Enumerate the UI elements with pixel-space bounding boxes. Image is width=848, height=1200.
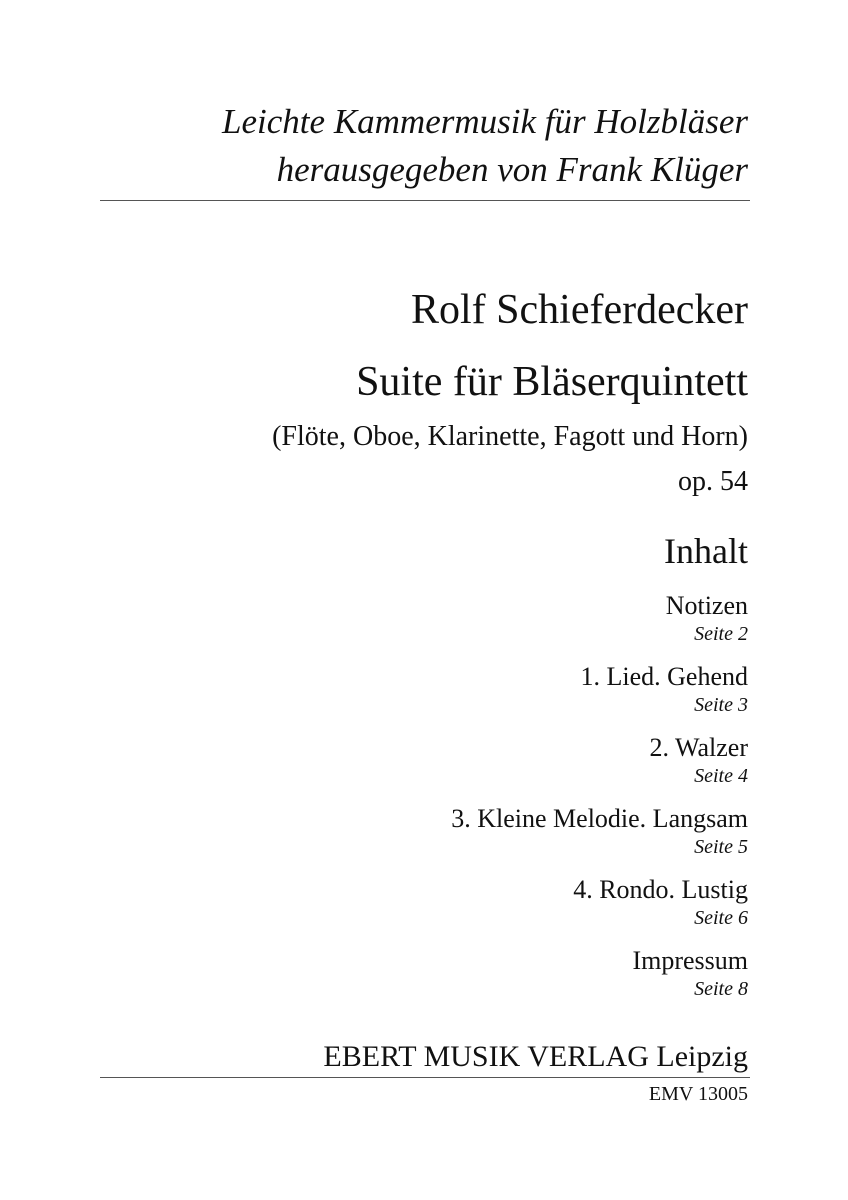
bottom-divider — [100, 1077, 750, 1078]
catalog-number: EMV 13005 — [648, 1083, 748, 1105]
toc-item-page: Seite 4 — [694, 765, 748, 787]
toc-item-title: 2. Walzer — [649, 733, 748, 762]
instrumentation: (Flöte, Oboe, Klarinette, Fagott und Horn) — [272, 421, 748, 452]
table-of-contents — [451, 590, 748, 1016]
toc-item-title: 3. Kleine Melodie. Langsam — [451, 804, 748, 833]
toc-item-imprint[interactable] — [451, 945, 748, 1016]
contents-heading: Inhalt — [664, 531, 748, 571]
toc-item-title: Notizen — [665, 591, 748, 620]
toc-item-movement-1[interactable] — [451, 661, 748, 732]
top-divider — [100, 200, 750, 201]
toc-item-notes[interactable] — [451, 590, 748, 661]
toc-item-movement-4[interactable] — [451, 874, 748, 945]
opus-number: op. 54 — [678, 466, 748, 497]
toc-item-page: Seite 8 — [694, 978, 748, 1000]
toc-item-title: 1. Lied. Gehend — [580, 662, 748, 691]
publisher-name: EBERT MUSIK VERLAG Leipzig — [323, 1040, 748, 1073]
series-editor: herausgegeben von Frank Klüger — [276, 150, 748, 189]
toc-item-page: Seite 6 — [694, 907, 748, 929]
toc-item-title: 4. Rondo. Lustig — [573, 875, 748, 904]
work-title: Suite für Bläserquintett — [356, 359, 748, 405]
toc-item-page: Seite 2 — [694, 623, 748, 645]
toc-item-movement-3[interactable] — [451, 803, 748, 874]
toc-item-page: Seite 3 — [694, 694, 748, 716]
composer-name: Rolf Schieferdecker — [410, 287, 748, 333]
toc-item-movement-2[interactable] — [451, 732, 748, 803]
toc-item-title: Impressum — [632, 946, 748, 975]
series-title: Leichte Kammermusik für Holzbläser — [222, 102, 748, 141]
toc-item-page: Seite 5 — [694, 836, 748, 858]
